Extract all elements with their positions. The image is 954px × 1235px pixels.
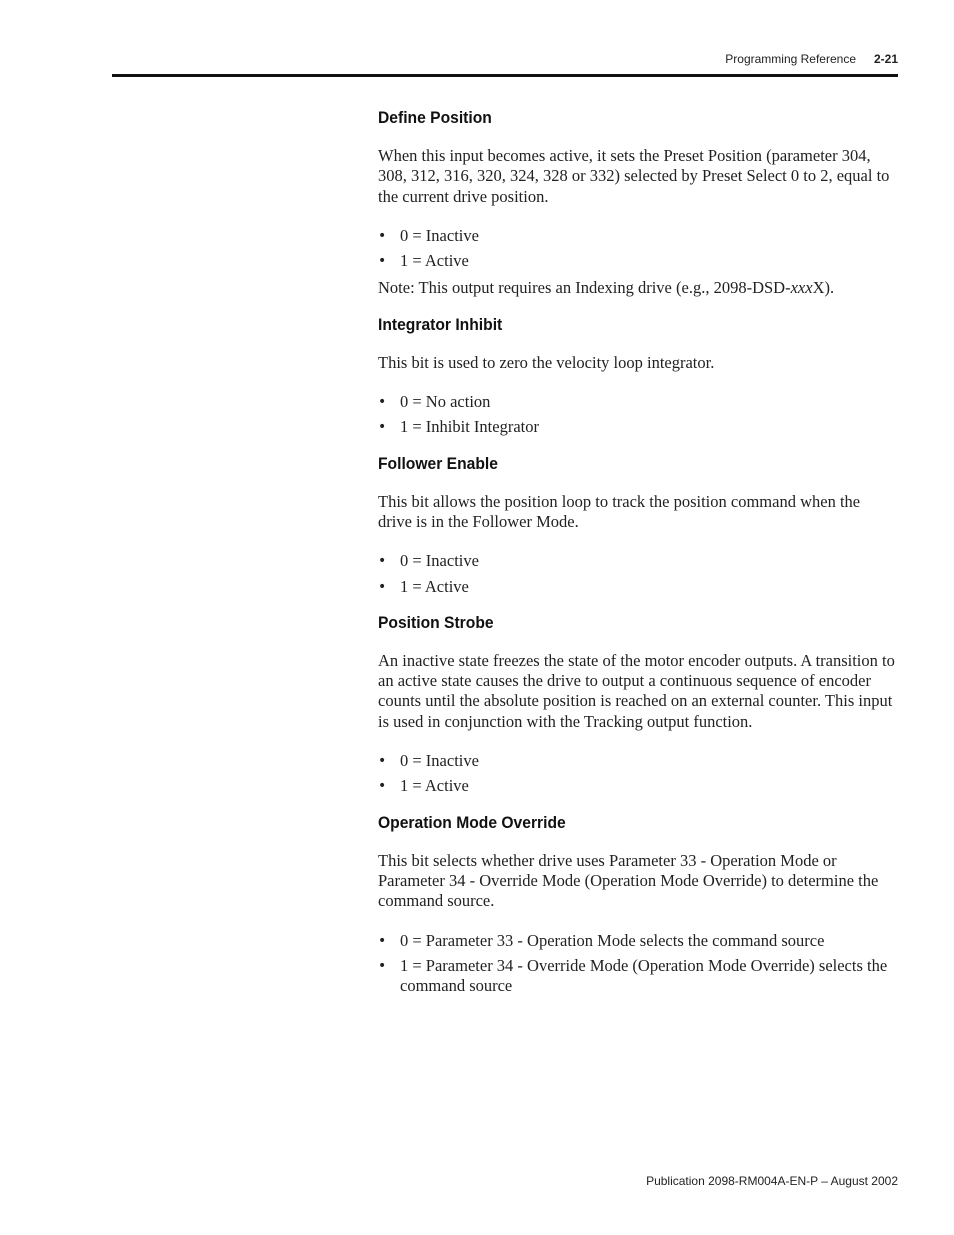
note-italic: xxx (790, 278, 813, 298)
page-number: 2-21 (873, 52, 898, 66)
publication-footer: Publication 2098-RM004A-EN-P – August 2002 (646, 1174, 898, 1188)
bullet-list (378, 931, 898, 997)
main-content (378, 104, 898, 1008)
list-item: • 1 = Inhibit Integrator (378, 417, 898, 437)
page-header (0, 52, 954, 72)
section-body: This bit is used to zero the velocity loop integrator. (378, 352, 715, 372)
section-heading: Integrator Inhibit (378, 314, 503, 334)
note-suffix: X). (812, 278, 835, 298)
section-body: This bit selects whether drive uses Parameter 33 - Operation Mode or Parameter 34 - Override Mode (Operation Mode Override) to determine the command source. (378, 850, 879, 911)
list-item: • 0 = Parameter 33 - Operation Mode selects the command source (378, 931, 898, 951)
list-item: • 1 = Active (378, 577, 898, 597)
list-item: • 1 = Parameter 34 - Override Mode (Operation Mode Override) selects the command source (378, 956, 898, 997)
section-define-position (378, 104, 898, 299)
section-heading: Operation Mode Override (378, 812, 566, 832)
bullet-list (378, 751, 898, 797)
section-body: An inactive state freezes the state of the motor encoder outputs. A transition to an active state causes the drive to output a continuous sequence of encoder counts until the absolute position is reached on an external counter. This input is used in conjunction with the Tracking output function. (378, 650, 895, 731)
note-prefix: Note: This output requires an Indexing drive (e.g., 2098-DSD- (378, 278, 791, 298)
list-item: • 0 = Inactive (378, 751, 898, 771)
section-integrator-inhibit (378, 311, 898, 438)
section-heading: Follower Enable (378, 453, 498, 473)
list-item: • 0 = Inactive (378, 226, 898, 246)
list-item: • 0 = Inactive (378, 551, 898, 571)
section-follower-enable (378, 450, 898, 597)
section-heading: Position Strobe (378, 612, 494, 632)
header-title: Programming Reference (725, 52, 856, 66)
bullet-list (378, 392, 898, 438)
list-item: • 1 = Active (378, 251, 898, 271)
bullet-list (378, 226, 898, 272)
section-position-strobe (378, 609, 898, 797)
bullet-list (378, 551, 898, 597)
section-body: This bit allows the position loop to track the position command when the drive is in the Follower Mode. (378, 491, 861, 531)
section-operation-mode-override (378, 809, 898, 997)
list-item: • 0 = No action (378, 392, 898, 412)
section-heading: Define Position (378, 108, 492, 127)
header-rule (112, 74, 898, 77)
section-body: When this input becomes active, it sets the Preset Position (parameter 304, 308, 312, 316, 320, 324, 328 or 332) selected by Preset Select 0 to 2, equal to the current drive position. (378, 146, 890, 206)
section-note (378, 278, 898, 298)
list-item: • 1 = Active (378, 776, 898, 796)
